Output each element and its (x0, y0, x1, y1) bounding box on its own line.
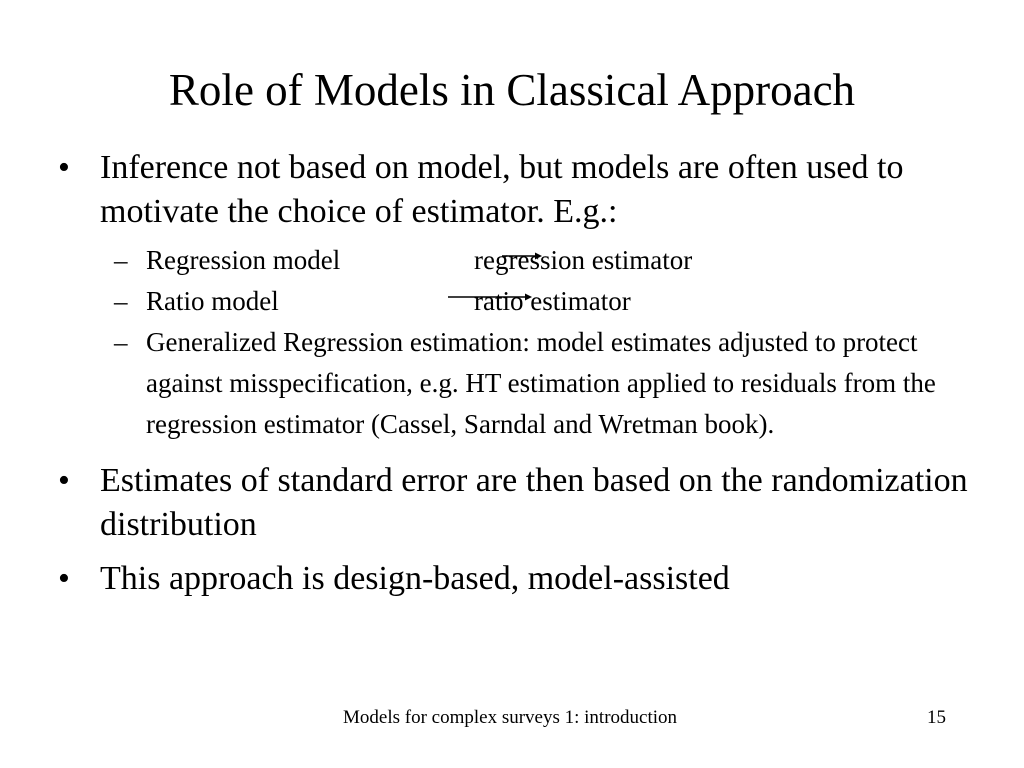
sub-bullet-1-right: regression estimator (474, 245, 693, 275)
bullet-marker: • (58, 149, 70, 186)
slide-body (58, 146, 988, 601)
sub-bullet-1 (58, 240, 988, 281)
bullet-marker: • (58, 560, 70, 597)
page-number: 15 (927, 707, 946, 728)
sub-bullet-2-right: ratio estimator (474, 286, 631, 316)
slide-title: Role of Models in Classical Approach (168, 65, 856, 115)
bullet-1 (58, 146, 988, 234)
sub-bullet-2-left: Ratio model (146, 286, 279, 316)
bullet-3-text: This approach is design-based, model-assisted (100, 560, 730, 597)
sub-bullet-3-text: Generalized Regression estimation: model estimates adjusted to protect against misspecification, e.g. HT estimation applied to residuals from the regression estimator (Cassel, Sarndal and Wretman book). (146, 327, 936, 439)
bullet-2 (58, 459, 988, 547)
footer-title: Models for complex surveys 1: introduction (343, 707, 678, 728)
bullet-1-text: Inference not based on model, but models are often used to motivate the choice of estimator. E.g.: (100, 149, 904, 230)
dash-marker: – (114, 286, 128, 316)
bullet-3 (58, 557, 988, 601)
sub-bullet-2 (58, 281, 988, 322)
bullet-2-text: Estimates of standard error are then based on the randomization distribution (100, 462, 968, 543)
dash-marker: – (114, 245, 128, 275)
sub-bullet-3 (58, 322, 988, 445)
sub-bullet-1-left: Regression model (146, 245, 341, 275)
dash-marker: – (114, 327, 128, 357)
bullet-marker: • (58, 462, 70, 499)
